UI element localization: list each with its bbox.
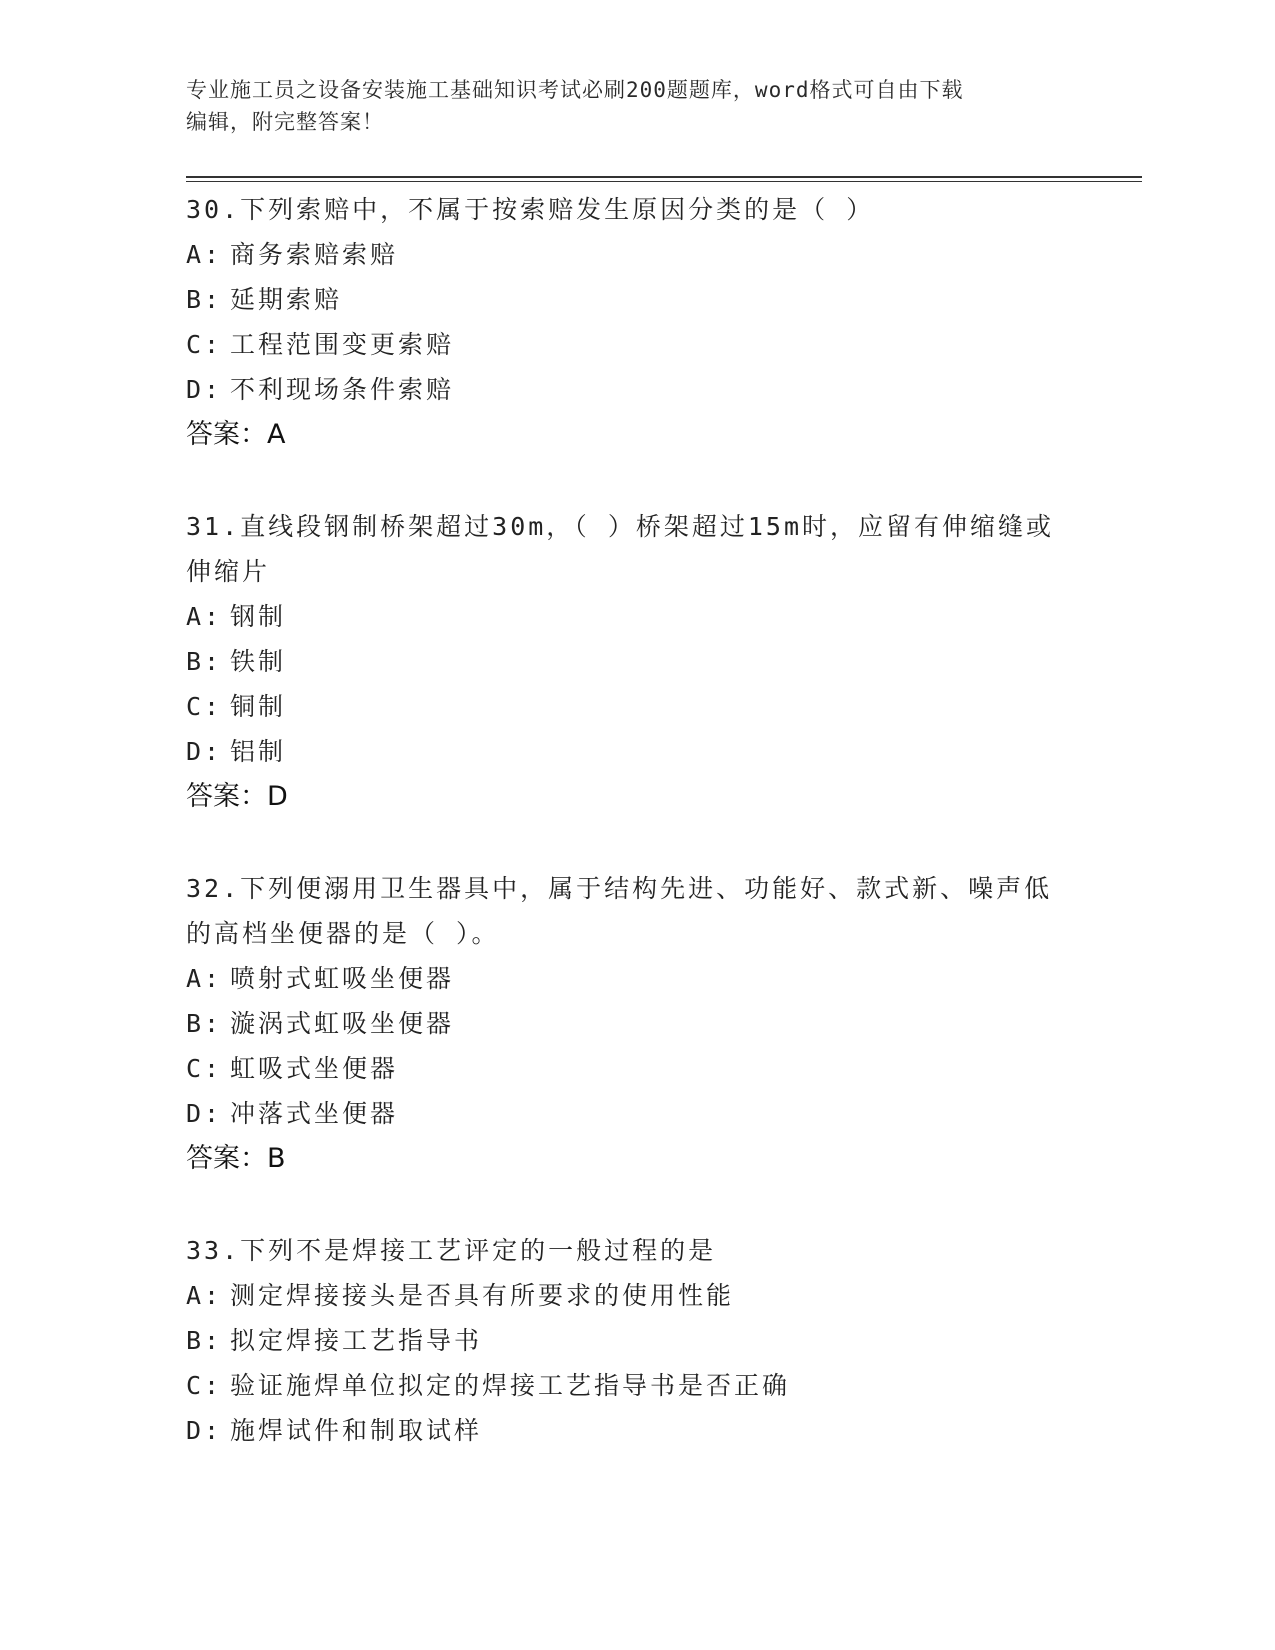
question-title: 33.下列不是焊接工艺评定的一般过程的是 — [186, 1236, 717, 1265]
answer-line: 答案：A — [186, 419, 286, 450]
option-a — [186, 232, 1086, 277]
header-divider-thin — [186, 181, 1142, 182]
option-text: 测定焊接接头是否具有所要求的使用性能 — [230, 1281, 735, 1310]
option-key: A: — [186, 602, 223, 631]
option-key: A: — [186, 1281, 223, 1310]
option-key: A: — [186, 964, 223, 993]
question-title: 32.下列便溺用卫生器具中，属于结构先进、功能好、款式新、噪声低 — [186, 874, 1053, 903]
question-title-continued: 的高档坐便器的是（ ）。 — [186, 919, 500, 948]
option-a — [186, 1273, 1086, 1318]
option-text: 工程范围变更索赔 — [230, 330, 455, 359]
option-d — [186, 367, 1086, 412]
option-b — [186, 277, 1086, 322]
option-key: C: — [186, 1054, 223, 1083]
option-text: 拟定焊接工艺指导书 — [230, 1326, 483, 1355]
option-key: D: — [186, 375, 223, 404]
question-title-continued: 伸缩片 — [186, 557, 271, 586]
option-d — [186, 1091, 1086, 1136]
option-key: C: — [186, 1371, 223, 1400]
document-header — [186, 74, 1086, 138]
option-key: B: — [186, 1326, 223, 1355]
option-a — [186, 956, 1086, 1001]
option-key: C: — [186, 330, 223, 359]
option-key: D: — [186, 1416, 223, 1445]
option-b — [186, 1318, 1086, 1363]
option-text: 验证施焊单位拟定的焊接工艺指导书是否正确 — [230, 1371, 791, 1400]
option-c — [186, 1363, 1086, 1408]
option-text: 延期索赔 — [230, 285, 343, 314]
option-text: 施焊试件和制取试样 — [230, 1416, 483, 1445]
option-key: B: — [186, 1009, 223, 1038]
option-text: 喷射式虹吸坐便器 — [230, 964, 455, 993]
option-key: A: — [186, 240, 223, 269]
option-text: 铝制 — [230, 737, 287, 766]
option-text: 铜制 — [230, 692, 287, 721]
option-text: 铁制 — [230, 647, 287, 676]
option-key: D: — [186, 737, 223, 766]
option-key: B: — [186, 647, 223, 676]
option-d — [186, 1408, 1086, 1453]
option-c — [186, 684, 1086, 729]
option-text: 钢制 — [230, 602, 287, 631]
option-a — [186, 594, 1086, 639]
question-32 — [186, 866, 1086, 1181]
question-title: 30.下列索赔中，不属于按索赔发生原因分类的是（ ） — [186, 195, 875, 224]
option-text: 冲落式坐便器 — [230, 1099, 399, 1128]
option-text: 虹吸式坐便器 — [230, 1054, 399, 1083]
question-31 — [186, 504, 1086, 819]
question-30 — [186, 187, 1086, 457]
option-c — [186, 322, 1086, 367]
option-text: 商务索赔索赔 — [230, 240, 399, 269]
option-text: 不利现场条件索赔 — [230, 375, 455, 404]
option-text: 漩涡式虹吸坐便器 — [230, 1009, 455, 1038]
header-line-2: 编辑，附完整答案！ — [186, 110, 384, 134]
option-b — [186, 1001, 1086, 1046]
option-b — [186, 639, 1086, 684]
header-line-1: 专业施工员之设备安装施工基础知识考试必刷200题题库，word格式可自由下载 — [186, 78, 964, 102]
option-key: B: — [186, 285, 223, 314]
option-key: D: — [186, 1099, 223, 1128]
question-title: 31.直线段钢制桥架超过30m，（ ）桥架超过15m时，应留有伸缩缝或 — [186, 512, 1055, 541]
question-33 — [186, 1228, 1086, 1453]
header-divider-thick — [186, 176, 1142, 178]
answer-line: 答案：B — [186, 1143, 286, 1174]
option-c — [186, 1046, 1086, 1091]
option-key: C: — [186, 692, 223, 721]
answer-line: 答案：D — [186, 781, 288, 812]
option-d — [186, 729, 1086, 774]
